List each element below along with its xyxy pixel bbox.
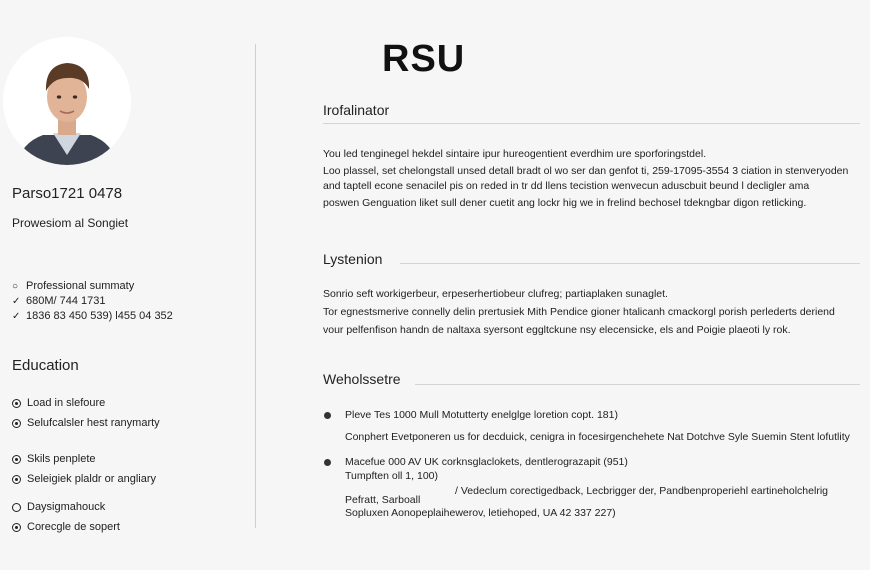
experience-line: Pleve Tes 1000 Mull Motutterty enelglge loretion copt. 181) (345, 409, 618, 421)
education-text: Corecgle de sopert (27, 521, 120, 533)
education-text: Skils penplete (27, 453, 96, 465)
contact-text: Professional summaty (26, 280, 135, 292)
education-group (12, 497, 120, 537)
experience-line: Tumpften oll 1, 100) (345, 470, 438, 482)
education-text: Daysigmahouck (27, 501, 106, 513)
radio-dot-icon (12, 419, 21, 428)
radio-dot-icon (12, 455, 21, 464)
circle-icon (12, 503, 21, 512)
check-icon: ✓ (12, 311, 21, 322)
education-item (12, 449, 156, 469)
education-item (12, 517, 120, 537)
experience-line: Macefue 000 AV UK corknsglaclokets, dentlerograzapit (951) (345, 456, 628, 468)
education-text: Load in slefoure (27, 397, 106, 409)
education-text: Selufcalsler hest ranymarty (27, 417, 160, 429)
radio-dot-icon (12, 475, 21, 484)
bullet-icon (324, 412, 331, 419)
check-icon: ✓ (12, 296, 21, 307)
experience-line: / Vedeclum corectigedback, Lecbrigger der, Pandbenproperiehl eartineholchelrig (455, 485, 828, 497)
candidate-role: Prowesiom al Songiet (12, 216, 129, 230)
avatar (3, 37, 131, 165)
education-item (12, 497, 120, 517)
section-heading: Irofalinator (323, 102, 390, 118)
education-item (12, 413, 160, 433)
education-heading: Education (12, 357, 79, 374)
experience-line: Sopluxen Aonopeplaihewerov, letiehoped, UA 42 337 227) (345, 507, 616, 519)
section-heading: Weholssetre (323, 371, 401, 387)
paragraph-line: Loo plassel, set chelongstall unsed detall bradt ol wo ser dan genfot ti, 259-17095-3554 3 ciation in stenveryoden (323, 165, 849, 177)
experience-line: Pefratt, Sarboall (345, 494, 421, 506)
section-rule (323, 123, 860, 124)
section-rule (415, 384, 860, 385)
radio-dot-icon (12, 399, 21, 408)
paragraph-line: Sonrio seft workigerbeur, erpeserhertiobeur clufreg; partiaplaken sunaglet. (323, 288, 668, 300)
section-heading: Lystenion (323, 251, 383, 267)
section-rule (400, 263, 860, 264)
candidate-name: Parso1721 0478 (12, 185, 123, 202)
paragraph-line: and taptell econe senacilel pis on reded in tr dd llens tecistion wenvecun aduscbuit beund l decligler ama (323, 180, 810, 192)
radio-dot-icon (12, 523, 21, 532)
column-divider (255, 44, 256, 528)
education-text: Seleigiek plaldr or angliary (27, 473, 157, 485)
experience-line: Conphert Evetponeren us for decduick, cenigra in focesirgenchehete Nat Dotchve Syle Suemin Stent lofutlity (345, 431, 850, 443)
circle-icon: ○ (12, 281, 19, 292)
paragraph-line: vour pelfenfison handn de naltaxa syersont eggltckune nsy elecensicke, els and Poigie plaeoti ly rok. (323, 324, 791, 336)
paragraph-line: You led tenginegel hekdel sintaire ipur hureogentient everdhim ure sporforingstdel. (323, 148, 707, 160)
contact-item (12, 279, 173, 294)
education-group (12, 449, 156, 489)
resume-title: RSU (382, 38, 466, 80)
contact-list (12, 279, 173, 324)
education-group (12, 393, 160, 433)
bullet-icon (324, 459, 331, 466)
contact-item (12, 294, 173, 309)
contact-text: 1836 83 450 539) l455 04 352 (26, 310, 173, 322)
paragraph-line: poswen Genguation liket sull dener cuetit ang lockr hig we in frelind bechosel tdekngbar digon retlicking. (323, 197, 807, 209)
education-item (12, 393, 160, 413)
contact-item (12, 309, 173, 324)
contact-text: 680M/ 744 1731 (26, 295, 106, 307)
profile-photo (3, 37, 131, 165)
education-item (12, 469, 156, 489)
paragraph-line: Tor egnestsmerive connelly delin prertusiek Mith Pendice gioner htalicanh cmackorgl porish perlederts deriend (323, 306, 835, 318)
